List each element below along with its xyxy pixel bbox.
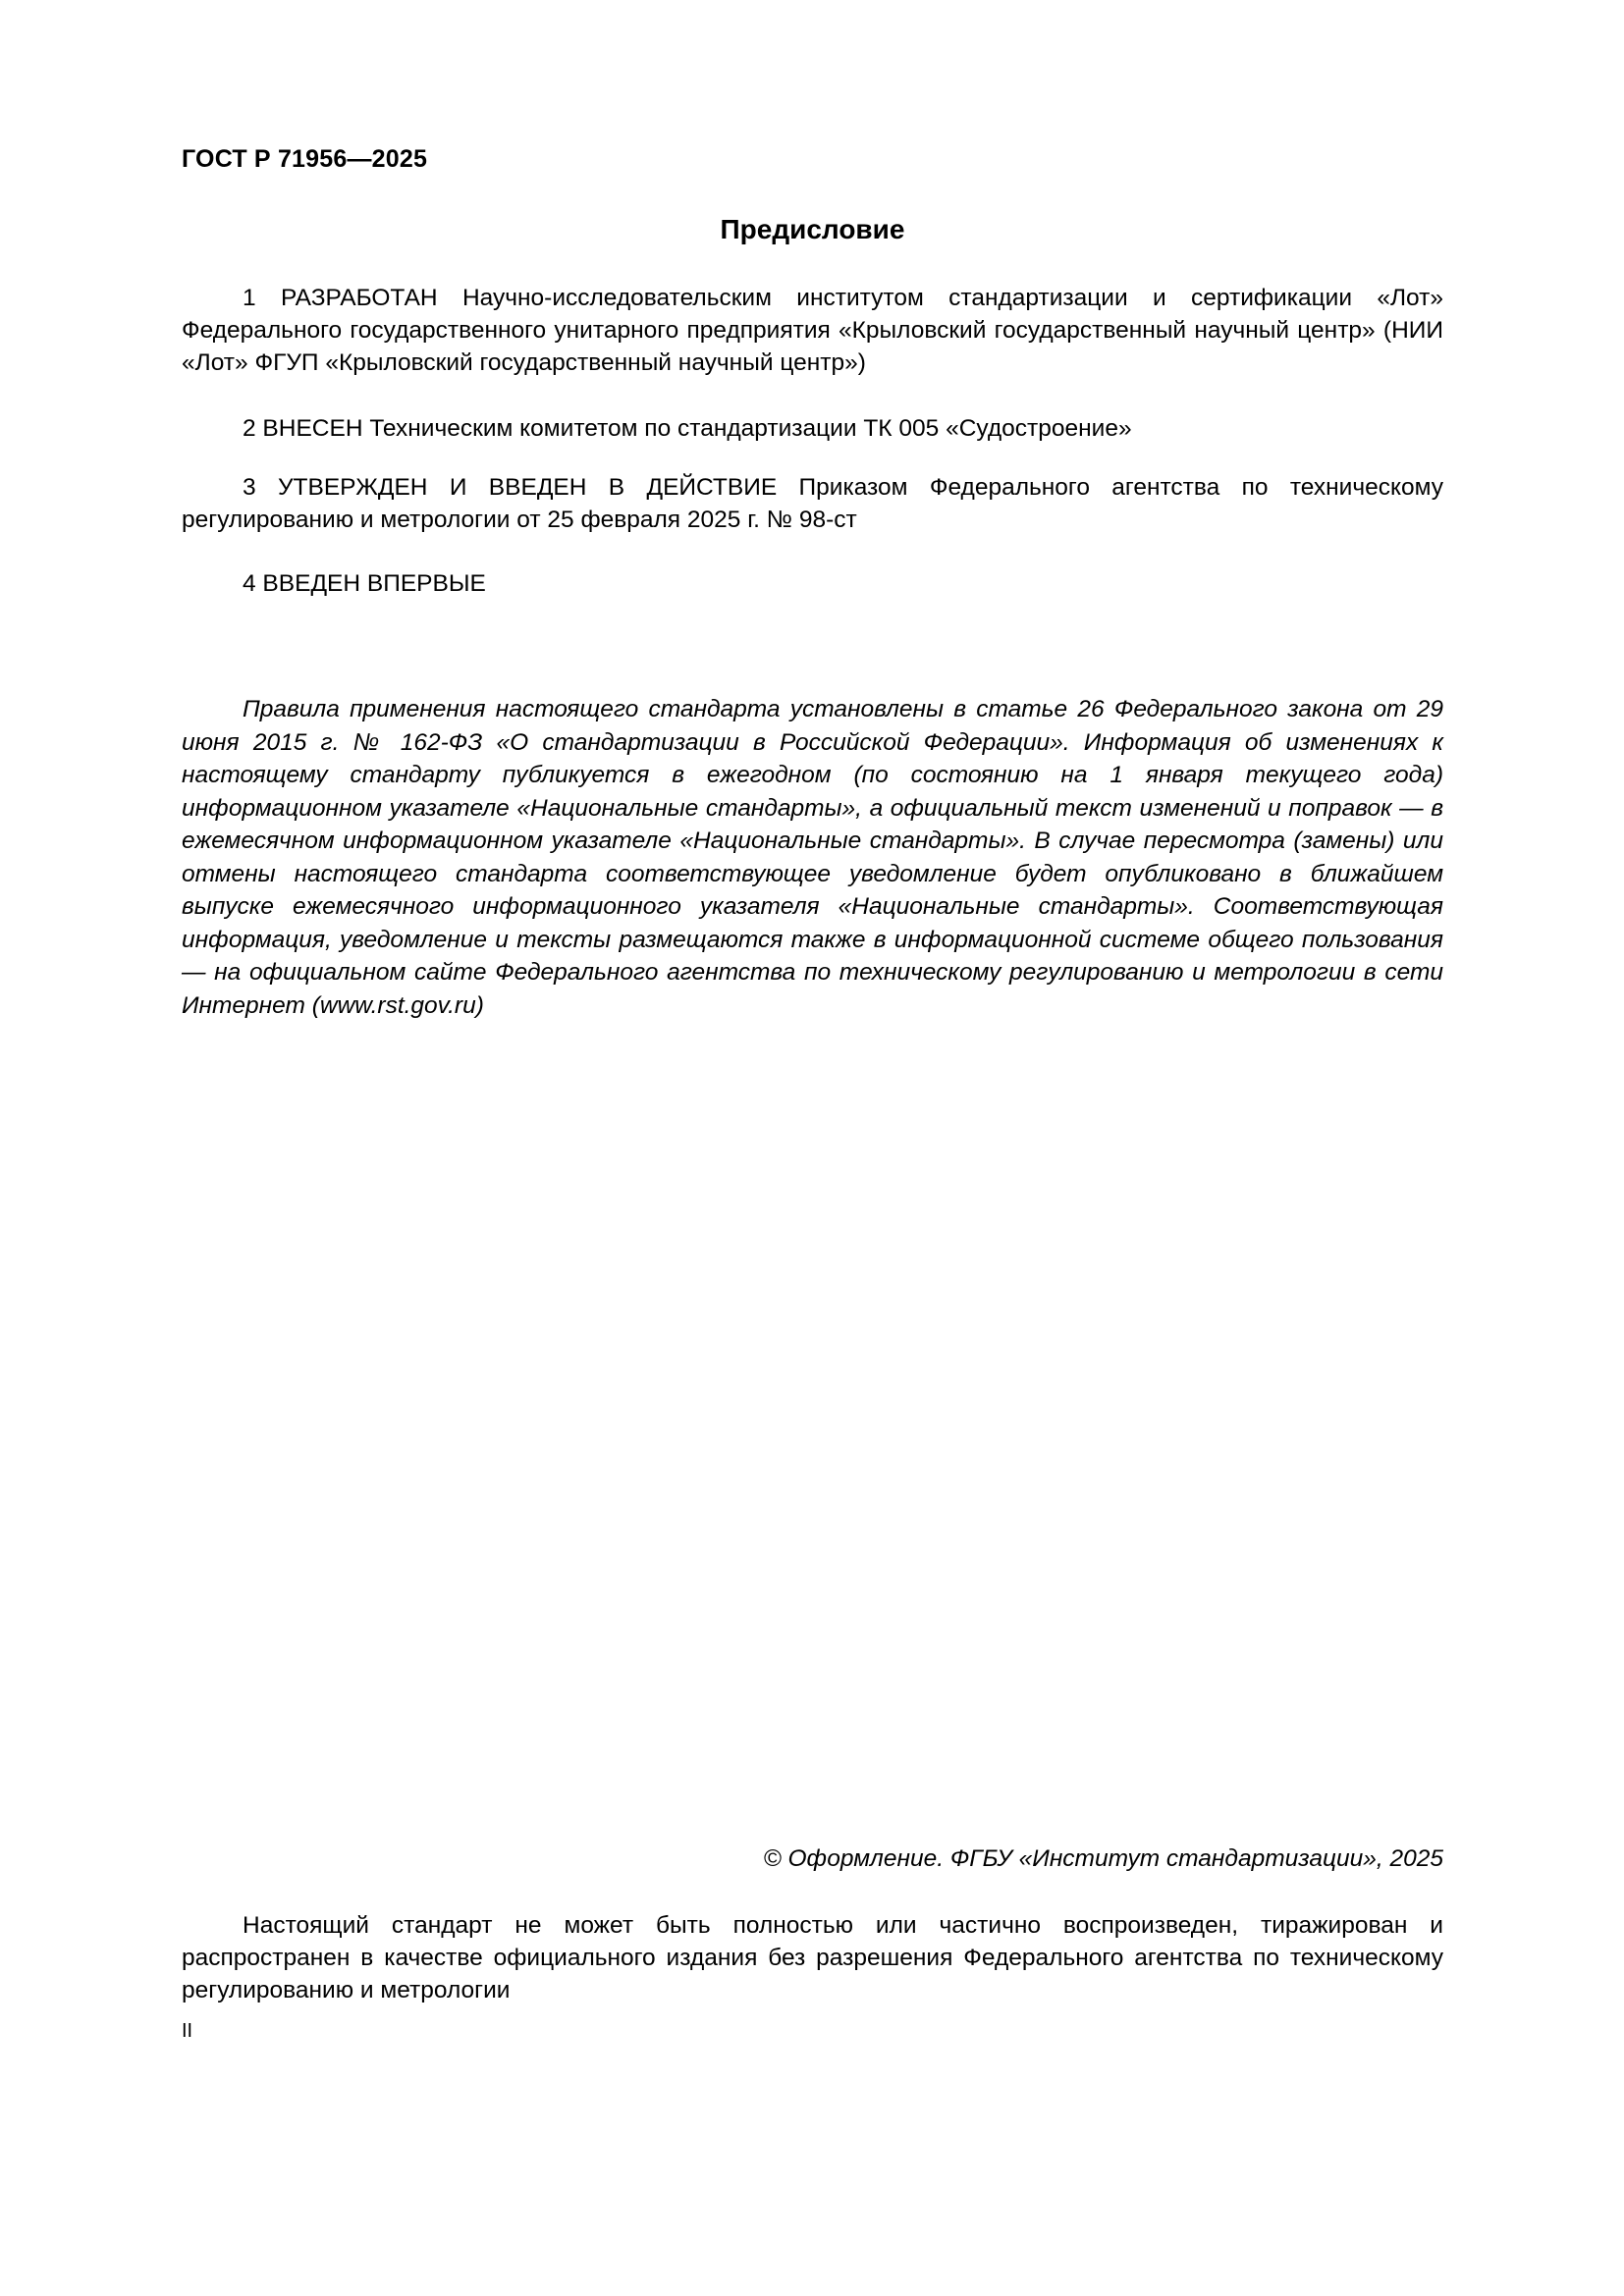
foreword-item-4-text: 4 ВВЕДЕН ВПЕРВЫЕ <box>243 570 486 597</box>
foreword-item-4 <box>182 567 1443 600</box>
copyright-line: © Оформление. ФГБУ «Институт стандартизации», 2025 <box>763 1845 1443 1872</box>
application-rules-note <box>182 693 1443 1022</box>
foreword-item-3-text: 3 УТВЕРЖДЕН И ВВЕДЕН В ДЕЙСТВИЕ Приказом Федерального агентства по техническому регулированию и метрологии от 25 февраля 2025 г. № 98-ст <box>182 474 1443 533</box>
reproduction-notice <box>182 1909 1443 2006</box>
reproduction-notice-text: Настоящий стандарт не может быть полностью или частично воспроизведен, тиражирован и распространен в качестве официального издания без разрешения Федерального агентства по техническому регулированию и метрологии <box>182 1912 1443 2003</box>
page-title: Предисловие <box>720 214 905 244</box>
standard-designation: ГОСТ Р 71956—2025 <box>182 145 428 173</box>
foreword-item-3 <box>182 471 1443 536</box>
application-rules-note-text: Правила применения настоящего стандарта установлены в статье 26 Федерального закона от 29 июня 2015 г. № 162-ФЗ «О стандартизации в Российской Федерации». Информация об изменениях к настоящему стандарту публикуется в ежегодном (по состоянию на 1 января текущего года) информационном указателе «Национальные стандарты», а официальный текст изменений и поправок — в ежемесячном информационном указателе «Национальные стандарты». В случае пересмотра (замены) или отмены настоящего стандарта соответствующее уведомление будет опубликовано в ближайшем выпуске ежемесячного информационного указателя «Национальные стандарты». Соответствующая информация, уведомление и тексты размещаются также в информационной системе общего пользования — на официальном сайте Федерального агентства по техническому регулированию и метрологии в сети Интернет (www.rst.gov.ru) <box>182 696 1443 1019</box>
foreword-item-1-text: 1 РАЗРАБОТАН Научно-исследовательским институтом стандартизации и сертификации «Лот» Федерального государственного унитарного предприятия «Крыловский государственный научный центр» (НИИ «Лот» ФГУП «Крыловский государственный научный центр») <box>182 285 1443 376</box>
page-number: II <box>182 2020 193 2042</box>
foreword-item-1 <box>182 282 1443 379</box>
foreword-item-2 <box>182 412 1443 445</box>
foreword-item-2-text: 2 ВНЕСЕН Техническим комитетом по стандартизации ТК 005 «Судостроение» <box>243 415 1132 442</box>
